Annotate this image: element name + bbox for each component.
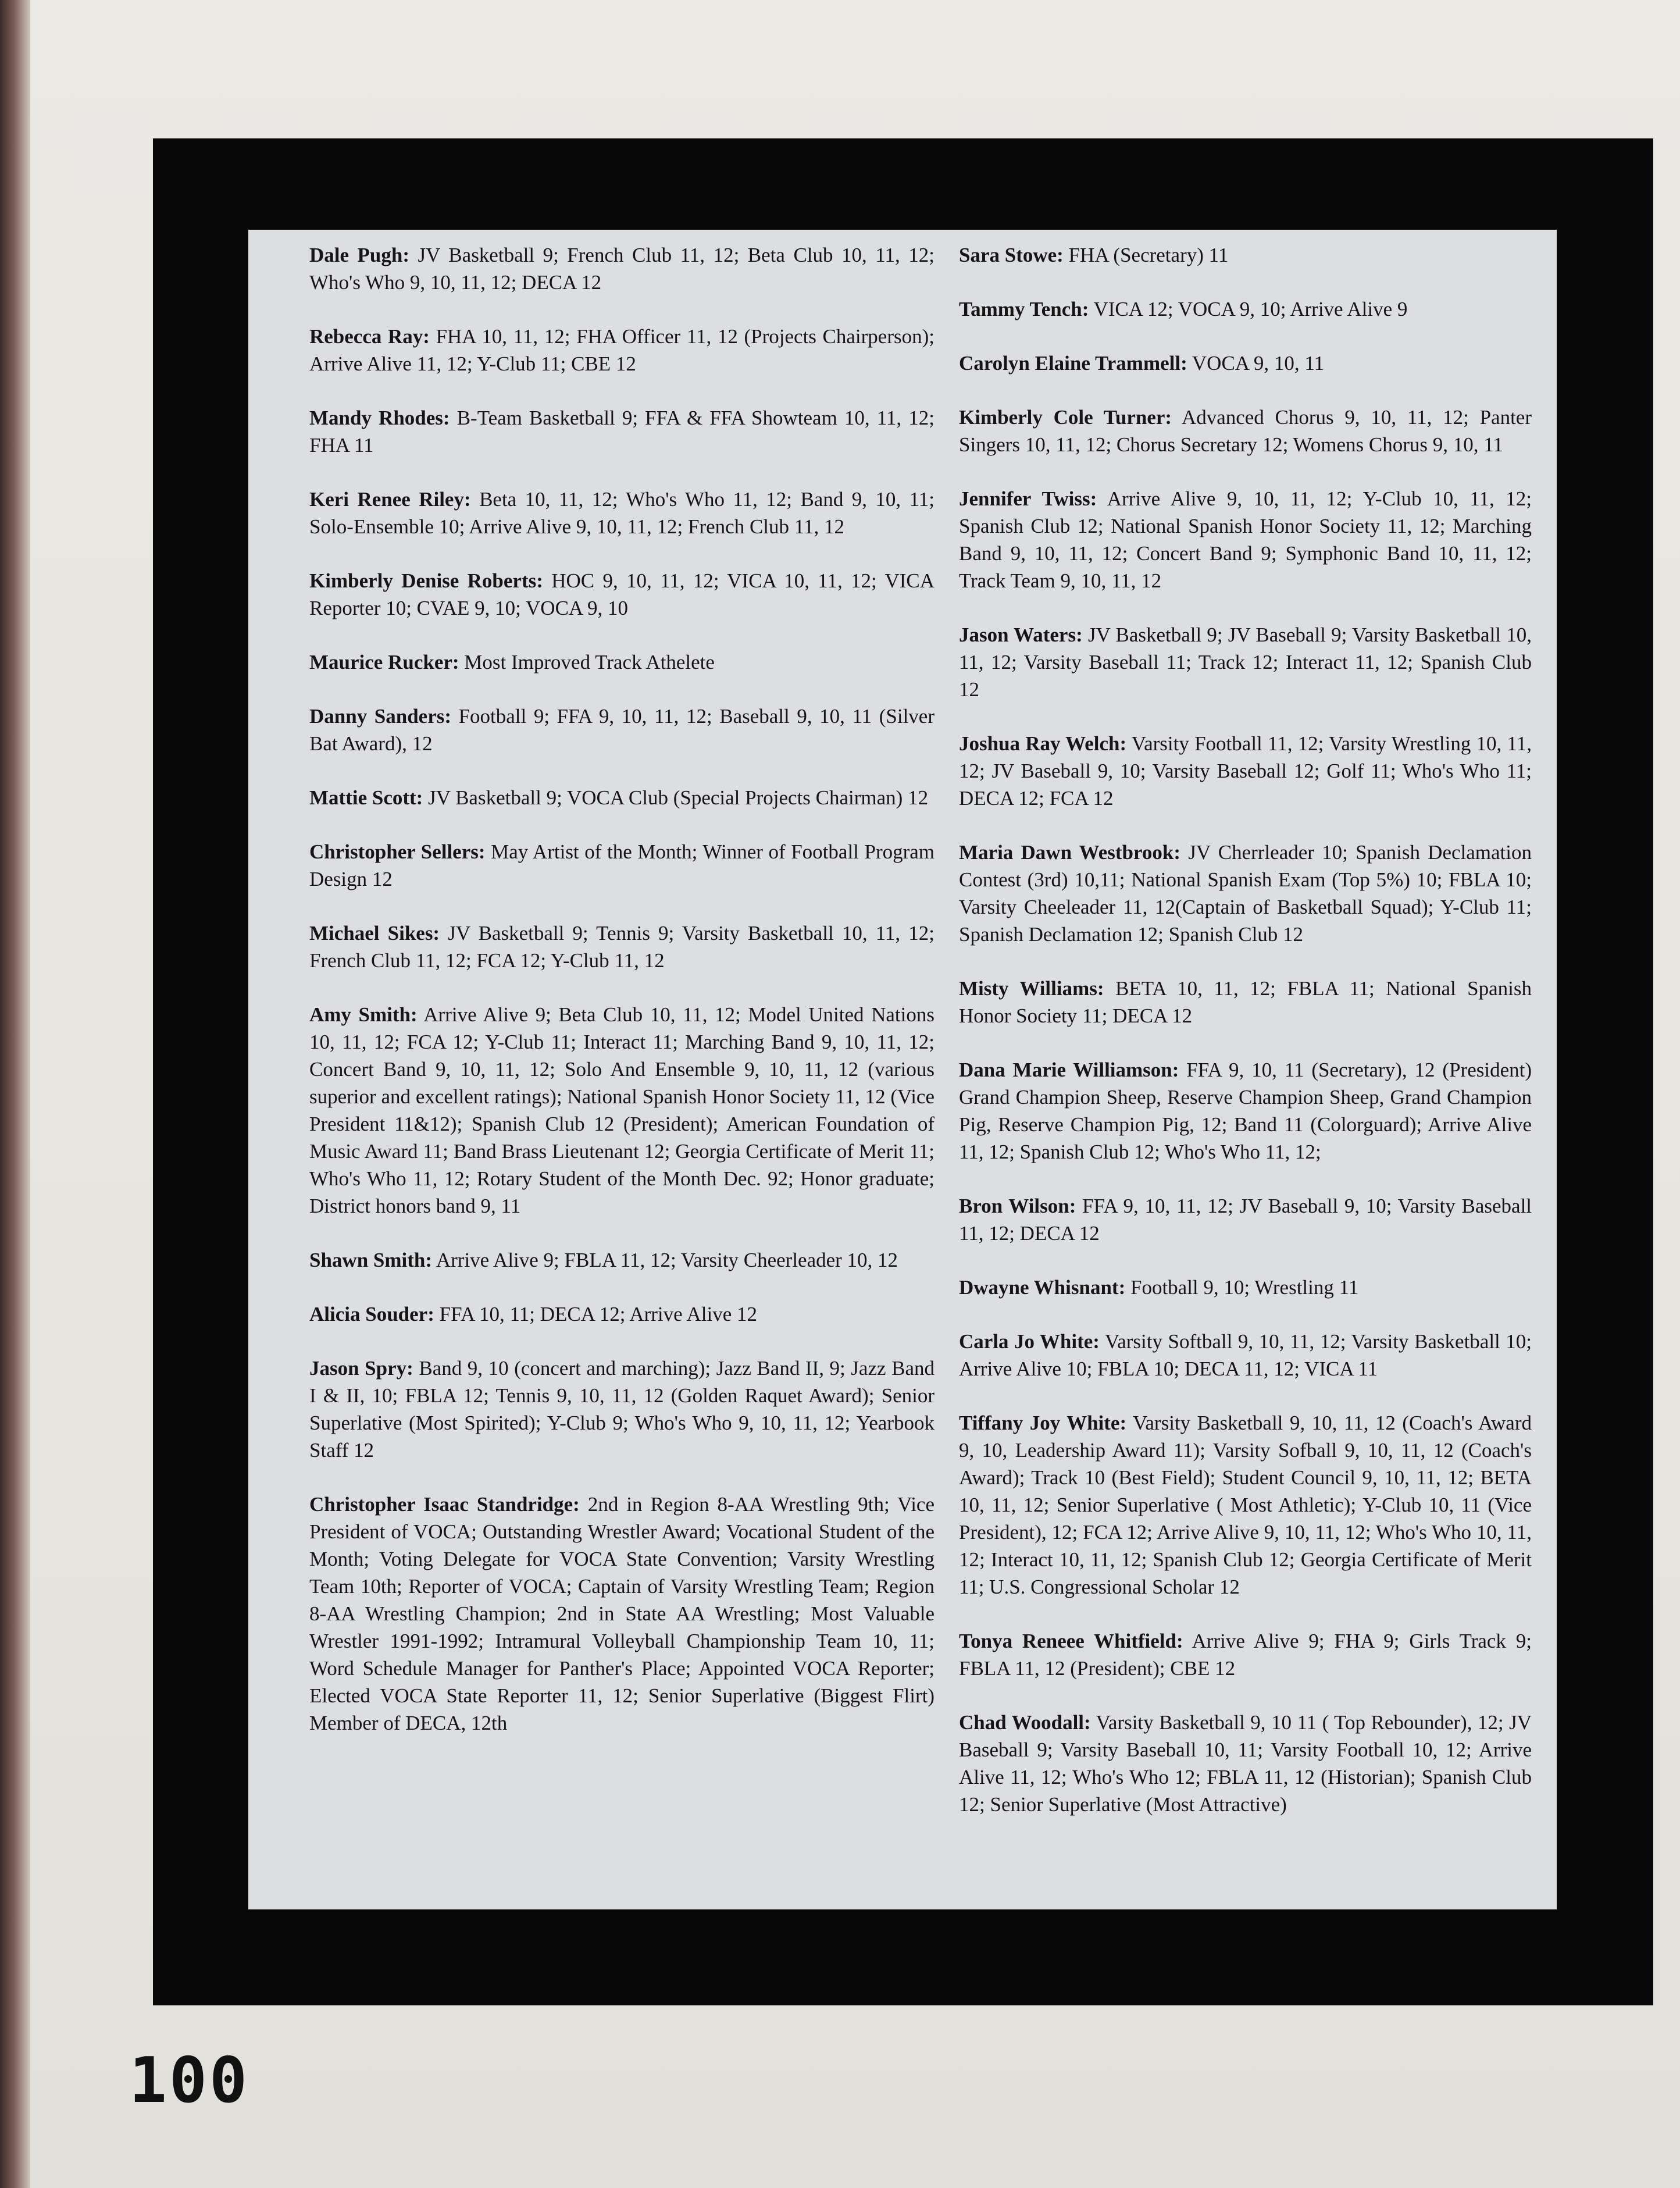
student-name: Maria Dawn Westbrook: bbox=[959, 841, 1181, 864]
student-entry bbox=[959, 1274, 1532, 1301]
student-entry bbox=[959, 1192, 1532, 1247]
student-activities: VICA 12; VOCA 9, 10; Arrive Alive 9 bbox=[1093, 298, 1408, 320]
student-name: Rebecca Ray: bbox=[309, 325, 430, 348]
student-entry bbox=[959, 350, 1532, 377]
student-entry bbox=[959, 975, 1532, 1029]
student-name: Kimberly Denise Roberts: bbox=[309, 569, 543, 592]
student-entry bbox=[959, 1627, 1532, 1682]
student-activities: Most Improved Track Athelete bbox=[464, 651, 715, 673]
student-name: Dale Pugh: bbox=[309, 244, 410, 266]
student-entry bbox=[309, 1300, 934, 1328]
student-entry bbox=[959, 241, 1532, 269]
student-activities: JV Basketball 9; Tennis 9; Varsity Basketball 10, 11, 12; French Club 11, 12; FCA 12; Y-Club 11, 12 bbox=[309, 922, 935, 972]
student-activities: Varsity Football 11, 12; Varsity Wrestling 10, 11, 12; JV Baseball 9, 10; Varsity Baseball 12; Golf 11; Who's Who 11; DECA 12; FCA 12 bbox=[959, 732, 1532, 810]
student-name: Dana Marie Williamson: bbox=[959, 1059, 1179, 1081]
student-entry bbox=[959, 730, 1532, 812]
student-name: Sara Stowe: bbox=[959, 244, 1064, 266]
student-activities: Football 9; FFA 9, 10, 11, 12; Baseball 9, 10, 11 (Silver Bat Award), 12 bbox=[309, 705, 934, 755]
student-activities: Arrive Alive 9; FBLA 11, 12; Varsity Cheerleader 10, 12 bbox=[436, 1249, 898, 1271]
student-activities: FHA 10, 11, 12; FHA Officer 11, 12 (Projects Chairperson); Arrive Alive 11, 12; Y-Club 11; CBE 12 bbox=[309, 325, 934, 375]
student-entry bbox=[959, 485, 1532, 594]
student-entry bbox=[309, 567, 934, 622]
student-name: Christopher Isaac Standridge: bbox=[309, 1493, 580, 1516]
student-entry bbox=[309, 1355, 934, 1464]
student-activities: 2nd in Region 8-AA Wrestling 9th; Vice President of VOCA; Outstanding Wrestler Award; Vocational Student of the Month; Voting Delegate for VOCA State Convention; Varsity Wrestling Team 10th; Reporter of VOCA; Captain of Varsity Wrestling Team; Region 8-AA Wrestling Champion; 2nd in State AA Wrestling; Most Valuable Wrestler 1991-1992; Intramural Volleyball Championship Team 10, 11; Word Schedule Manager for Panther's Place; Appointed VOCA Reporter; Elected VOCA State Reporter 11, 12; Senior Superlative (Biggest Flirt) Member of DECA, 12th bbox=[309, 1493, 935, 1734]
student-activities: FFA 9, 10, 11 (Secretary), 12 (President) Grand Champion Sheep, Reserve Champion Sheep, Grand Champion Pig, Reserve Champion Pig, 12; Band 11 (Colorguard); Arrive Alive 11, 12; Spanish Club 12; Who's Who 11, 12; bbox=[959, 1059, 1532, 1163]
student-entry bbox=[309, 703, 934, 757]
student-entry bbox=[309, 486, 934, 540]
student-name: Chad Woodall: bbox=[959, 1711, 1091, 1734]
student-entry bbox=[959, 1709, 1532, 1818]
student-activities: Arrive Alive 9; Beta Club 10, 11, 12; Model United Nations 10, 11, 12; FCA 12; Y-Club 11; Interact 11; Marching Band 9, 10, 11, 12; Concert Band 9, 10, 11, 12; Solo And Ensemble 9, 10, 11, 12 (various superior and excellent ratings); National Spanish Honor Society 11, 12 (Vice President 11&12); Spanish Club 12 (President); American Foundation of Music Award 11; Band Brass Lieutenant 12; Georgia Certificate of Merit 11; Who's Who 11, 12; Rotary Student of the Month Dec. 92; Honor graduate; District honors band 9, 11 bbox=[309, 1003, 934, 1217]
student-activities: JV Basketball 9; VOCA Club (Special Projects Chairman) 12 bbox=[428, 786, 929, 809]
student-name: Shawn Smith: bbox=[309, 1249, 433, 1271]
student-activities: B-Team Basketball 9; FFA & FFA Showteam 10, 11, 12; FHA 11 bbox=[309, 407, 935, 457]
student-entry bbox=[309, 323, 934, 377]
student-entry bbox=[309, 838, 934, 893]
student-activities: Advanced Chorus 9, 10, 11, 12; Panter Singers 10, 11, 12; Chorus Secretary 12; Womens Chorus 9, 10, 11 bbox=[959, 406, 1532, 456]
student-name: Carla Jo White: bbox=[959, 1330, 1100, 1353]
student-activities: FFA 10, 11; DECA 12; Arrive Alive 12 bbox=[439, 1303, 758, 1325]
student-activities: JV Basketball 9; JV Baseball 9; Varsity Basketball 10, 11, 12; Varsity Baseball 11; Track 12; Interact 11, 12; Spanish Club 12 bbox=[959, 623, 1532, 701]
student-name: Mattie Scott: bbox=[309, 786, 423, 809]
student-name: Kimberly Cole Turner: bbox=[959, 406, 1172, 429]
student-activities: Football 9, 10; Wrestling 11 bbox=[1130, 1276, 1359, 1299]
student-name: Christopher Sellers: bbox=[309, 840, 486, 863]
student-name: Keri Renee Riley: bbox=[309, 488, 471, 511]
student-name: Tiffany Joy White: bbox=[959, 1412, 1127, 1434]
student-activities: Band 9, 10 (concert and marching); Jazz Band II, 9; Jazz Band I & II, 10; FBLA 12; Tennis 9, 10, 11, 12 (Golden Raquet Award); Senior Superlative (Most Spirited); Y-Club 9; Who's Who 9, 10, 11, 12; Yearbook Staff 12 bbox=[309, 1357, 934, 1462]
student-activities: Varsity Softball 9, 10, 11, 12; Varsity Basketball 10; Arrive Alive 10; FBLA 10; DECA 11, 12; VICA 11 bbox=[959, 1330, 1532, 1380]
student-name: Jennifer Twiss: bbox=[959, 487, 1097, 510]
student-activities: JV Cherrleader 10; Spanish Declamation Contest (3rd) 10,11; National Spanish Exam (Top 5%) 10; FBLA 10; Varsity Cheeleader 11, 12(Captain of Basketball Squad); Y-Club 11; Spanish Declamation 12; Spanish Club 12 bbox=[959, 841, 1532, 946]
student-name: Tammy Tench: bbox=[959, 298, 1089, 320]
student-entry bbox=[959, 839, 1532, 948]
student-activities: Varsity Basketball 9, 10 11 ( Top Rebounder), 12; JV Baseball 9; Varsity Baseball 10, 11; Varsity Football 10, 12; Arrive Alive 11, 12; Who's Who 12; FBLA 11, 12 (Historian); Spanish Club 12; Senior Superlative (Most Attractive) bbox=[959, 1711, 1532, 1816]
student-activities: Arrive Alive 9; FHA 9; Girls Track 9; FBLA 11, 12 (President); CBE 12 bbox=[959, 1630, 1532, 1680]
student-entry bbox=[959, 295, 1532, 323]
student-entry bbox=[309, 648, 934, 676]
student-name: Danny Sanders: bbox=[309, 705, 452, 728]
student-name: Jason Spry: bbox=[309, 1357, 413, 1380]
student-activities: FFA 9, 10, 11, 12; JV Baseball 9, 10; Varsity Baseball 11, 12; DECA 12 bbox=[959, 1195, 1532, 1245]
student-entry bbox=[309, 404, 934, 459]
student-activities: BETA 10, 11, 12; FBLA 11; National Spanish Honor Society 11; DECA 12 bbox=[959, 977, 1532, 1027]
student-activities: Varsity Basketball 9, 10, 11, 12 (Coach's Award 9, 10, Leadership Award 11); Varsity Sofball 9, 10, 11, 12 (Coach's Award); Track 10 (Best Field); Student Council 9, 10, 11, 12; BETA 10, 11, 12; Senior Superlative ( Most Athletic); Y-Club 10, 11 (Vice President), 12; FCA 12; Arrive Alive 9, 10, 11, 12; Who's Who 10, 11, 12; Interact 10, 11, 12; Spanish Club 12; Georgia Certificate of Merit 11; U.S. Congressional Scholar 12 bbox=[959, 1412, 1532, 1598]
student-activities: VOCA 9, 10, 11 bbox=[1192, 352, 1325, 375]
student-activities: Beta 10, 11, 12; Who's Who 11, 12; Band 9, 10, 11; Solo-Ensemble 10; Arrive Alive 9, 10, 11, 12; French Club 11, 12 bbox=[309, 488, 935, 538]
student-name: Maurice Rucker: bbox=[309, 651, 459, 673]
student-name: Michael Sikes: bbox=[309, 922, 440, 945]
student-entry bbox=[309, 1491, 934, 1737]
student-name: Mandy Rhodes: bbox=[309, 407, 450, 429]
student-activities: Arrive Alive 9, 10, 11, 12; Y-Club 10, 11, 12; Spanish Club 12; National Spanish Honor Society 11, 12; Marching Band 9, 10, 11, 12; Concert Band 9; Symphonic Band 10, 11, 12; Track Team 9, 10, 11, 12 bbox=[959, 487, 1532, 592]
left-column bbox=[309, 241, 934, 1763]
student-entry bbox=[309, 784, 934, 811]
student-activities: May Artist of the Month; Winner of Football Program Design 12 bbox=[309, 840, 935, 890]
student-entry bbox=[309, 241, 934, 296]
student-activities: FHA (Secretary) 11 bbox=[1068, 244, 1229, 266]
student-entry bbox=[959, 1056, 1532, 1166]
student-entry bbox=[309, 1001, 934, 1220]
student-entry bbox=[959, 404, 1532, 458]
page-number: 100 bbox=[129, 2044, 250, 2117]
student-name: Dwayne Whisnant: bbox=[959, 1276, 1126, 1299]
student-name: Misty Williams: bbox=[959, 977, 1104, 1000]
student-name: Bron Wilson: bbox=[959, 1195, 1076, 1217]
student-name: Amy Smith: bbox=[309, 1003, 418, 1026]
book-spine-edge bbox=[0, 0, 30, 2188]
student-name: Jason Waters: bbox=[959, 623, 1083, 646]
student-name: Carolyn Elaine Trammell: bbox=[959, 352, 1187, 375]
right-column bbox=[959, 241, 1532, 1845]
senior-activities-panel bbox=[248, 230, 1557, 1909]
student-entry bbox=[959, 1328, 1532, 1382]
student-entry bbox=[959, 621, 1532, 703]
student-name: Alicia Souder: bbox=[309, 1303, 434, 1325]
student-name: Tonya Reneee Whitfield: bbox=[959, 1630, 1183, 1652]
student-name: Joshua Ray Welch: bbox=[959, 732, 1127, 755]
student-entry bbox=[309, 1246, 934, 1274]
student-entry bbox=[309, 920, 934, 974]
student-entry bbox=[959, 1409, 1532, 1601]
student-activities: JV Basketball 9; French Club 11, 12; Beta Club 10, 11, 12; Who's Who 9, 10, 11, 12; DECA 12 bbox=[309, 244, 934, 294]
student-activities: HOC 9, 10, 11, 12; VICA 10, 11, 12; VICA Reporter 10; CVAE 9, 10; VOCA 9, 10 bbox=[309, 569, 935, 619]
